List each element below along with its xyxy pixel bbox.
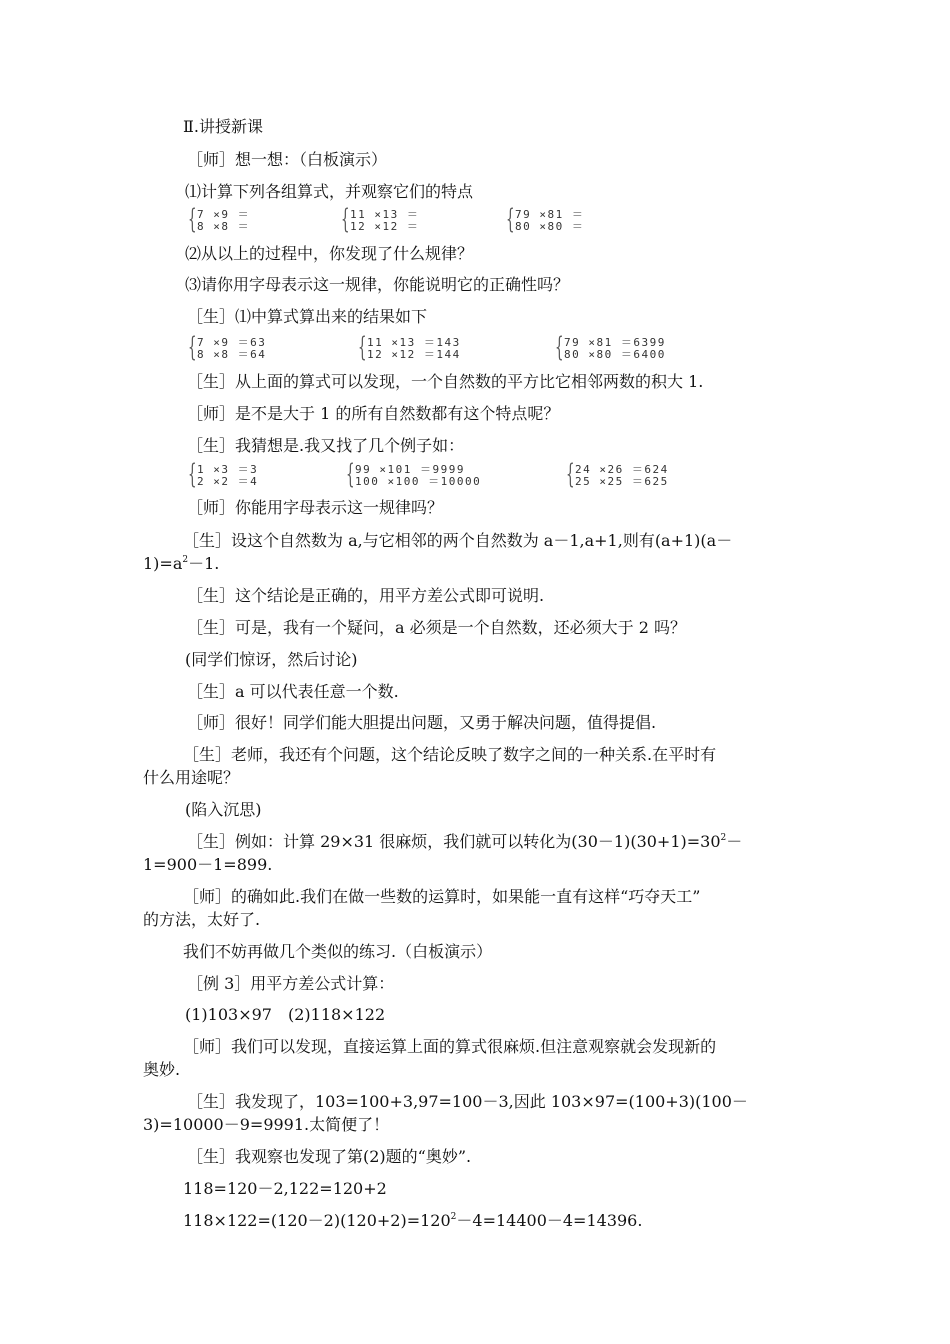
text-line: 118=120－2,122=120+2	[183, 1179, 387, 1198]
text-line: ［例 3］用平方差公式计算：	[187, 974, 395, 993]
formula: 25 ×25 ＝625	[575, 475, 669, 488]
text-line: ［生］可是，我有一个疑问，a 必须是一个自然数，还必须大于 2 吗？	[187, 618, 686, 637]
text-line: ［生］老师，我还有个问题，这个结论反映了数字之间的一种关系.在平时有	[183, 745, 717, 764]
text-line: ⑶请你用字母表示这一规律，你能说明它的正确性吗？	[185, 275, 570, 294]
text-line: ［生］我发现了，103=100+3,97=100－3,因此 103×97=(100+3)(100－	[187, 1092, 748, 1111]
text-line: (同学们惊讶，然后讨论)	[185, 650, 358, 669]
formula: 11 ×13 ＝	[350, 208, 420, 221]
text-line: ［师］是不是大于 1 的所有自然数都有这个特点呢？	[187, 404, 560, 423]
formula: 12 ×12 ＝	[350, 220, 420, 233]
text-line: ［师］想一想：（白板演示）	[187, 150, 388, 169]
formula: 79 ×81 ＝	[515, 208, 585, 221]
formula: 80 ×80 ＝6400	[564, 348, 666, 361]
text-line: ［生］我观察也发现了第(2)题的“奥妙”.	[187, 1147, 472, 1166]
formula: 8 ×8 ＝64	[197, 348, 267, 361]
text-line: 的方法，太好了.	[143, 910, 261, 929]
text-line: 3)=10000－9=9991.太简便了！	[143, 1115, 390, 1134]
text-line: ［师］很好！同学们能大胆提出问题，又勇于解决问题，值得提倡.	[187, 713, 657, 732]
text-line: $118\times 122=(120-2)(120+2)=120^2-4=14400-4=14396$.	[183, 1211, 643, 1230]
text-line: ［生］a 可以代表任意一个数.	[187, 682, 399, 701]
text-line: 奥妙.	[143, 1060, 181, 1079]
text-line: ［生］我猜想是.我又找了几个例子如：	[187, 436, 465, 455]
text-line: (陷入沉思)	[185, 800, 262, 819]
text-line: 什么用途呢？	[143, 768, 240, 787]
text-line: ［生］这个结论是正确的，用平方差公式即可说明.	[187, 586, 545, 605]
formula: 99 ×101 ＝9999	[355, 463, 465, 476]
section-title: Ⅱ.讲授新课	[183, 117, 263, 136]
text-line: ［师］你能用字母表示这一规律吗？	[187, 498, 444, 517]
text-line: ［生］设这个自然数为 a,与它相邻的两个自然数为 a－1,a+1,则有(a+1)(a－	[183, 531, 733, 550]
formula: 80 ×80 ＝	[515, 220, 585, 233]
text-line: 我们不妨再做几个类似的练习.（白板演示）	[183, 942, 493, 961]
text-line: ［生］从上面的算式可以发现，一个自然数的平方比它相邻两数的积大 1.	[187, 372, 704, 391]
text-line: 1=900－1=899.	[143, 855, 273, 874]
formula-group-row: { 7 ×9 ＝ 8 ×8 ＝ { 11 ×13 ＝ 12 ×12 ＝ { 79 ×81 ＝ 80 ×80 ＝	[188, 204, 585, 235]
formula: 100 ×100 ＝10000	[355, 475, 482, 488]
formula: 7 ×9 ＝63	[197, 336, 267, 349]
formula: 7 ×9 ＝	[197, 208, 251, 221]
formula: 11 ×13 ＝143	[367, 336, 461, 349]
text-line: ⑵从以上的过程中，你发现了什么规律？	[185, 244, 474, 263]
text-line: ［生］⑴中算式算出来的结果如下	[187, 307, 428, 326]
text-line: ［生］例如：计算 29×31 很麻烦，我们就可以转化为$(30-1)(30+1)=30^2-$	[187, 832, 743, 851]
formula: 79 ×81 ＝6399	[564, 336, 666, 349]
formula: 8 ×8 ＝	[197, 220, 251, 233]
text-line: ［师］的确如此.我们在做一些数的运算时，如果能一直有这样“巧夺天工”	[183, 887, 701, 906]
formula: 12 ×12 ＝144	[367, 348, 461, 361]
text-line: ［师］我们可以发现，直接运算上面的算式很麻烦.但注意观察就会发现新的	[183, 1037, 717, 1056]
formula-group-row: { 1 ×3 ＝3 2 ×2 ＝4 { 99 ×101 ＝9999 100 ×100 ＝10000 { 24 ×26 ＝624 25 ×25 ＝625	[188, 459, 669, 490]
text-line: (1)103×97 (2)118×122	[185, 1005, 386, 1024]
formula: 2 ×2 ＝4	[197, 475, 259, 488]
formula-group-row: { 7 ×9 ＝63 8 ×8 ＝64 { 11 ×13 ＝143 12 ×12 ＝144 { 79 ×81 ＝6399 80 ×80 ＝6400	[188, 332, 666, 363]
text-line: ⑴计算下列各组算式，并观察它们的特点	[185, 182, 474, 201]
formula: 24 ×26 ＝624	[575, 463, 669, 476]
formula: 1 ×3 ＝3	[197, 463, 259, 476]
text-line: $1)=a^2-1$.	[143, 554, 220, 573]
